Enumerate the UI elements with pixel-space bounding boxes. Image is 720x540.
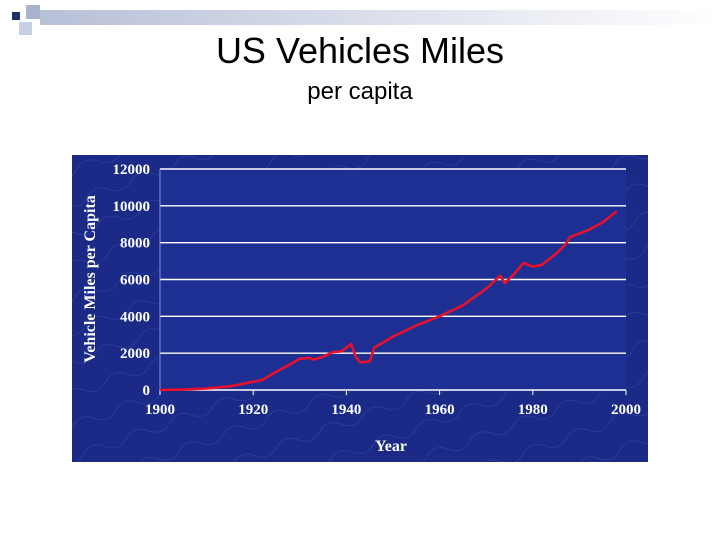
y-tick-label: 8000 <box>120 235 150 252</box>
x-tick-label: 2000 <box>611 402 641 418</box>
x-tick-label: 1980 <box>517 402 548 418</box>
chart-panel <box>72 155 648 462</box>
slide-subtitle-text: per capita <box>307 78 413 105</box>
slide-title: US Vehicles Miles <box>215 30 505 71</box>
y-tick-label: 10000 <box>112 198 150 215</box>
slide-subtitle <box>0 78 720 106</box>
y-tick-label: 6000 <box>120 272 150 289</box>
vehicle-miles-chart <box>72 155 648 462</box>
x-tick-label: 1900 <box>145 402 175 418</box>
x-axis-label: Year <box>375 438 407 455</box>
y-tick-label: 4000 <box>120 309 150 326</box>
y-axis-label: Vehicle Miles per Capita <box>82 195 99 363</box>
y-tick-label: 0 <box>142 383 150 399</box>
x-tick-label: 1940 <box>331 402 362 418</box>
y-tick-label: 12000 <box>112 162 150 178</box>
y-tick-label: 2000 <box>120 346 150 363</box>
x-tick-label: 1920 <box>238 402 269 418</box>
x-tick-label: 1960 <box>424 402 455 418</box>
